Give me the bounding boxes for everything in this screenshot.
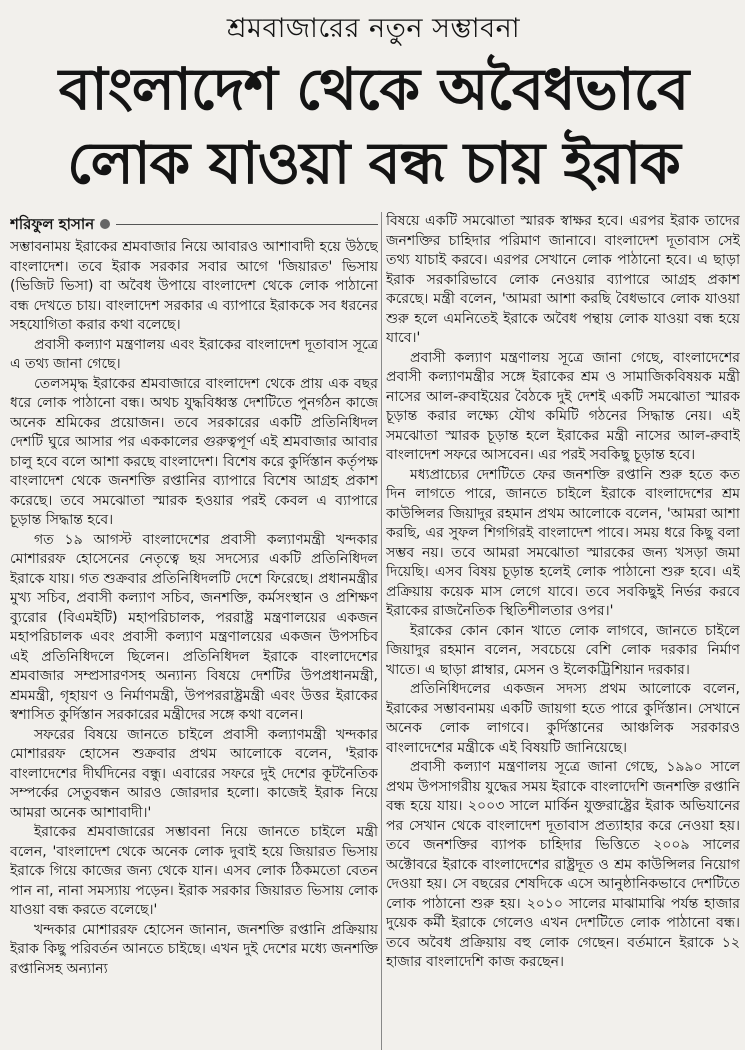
- paragraph: বিষয়ে একটি সমঝোতা স্মারক স্বাক্ষর হবে। এরপর ইরাক তাদের জনশক্তির চাহিদার পরিমাণ জানাবে। বাংলাদেশ দূতাবাস সেই তথ্য যাচাই করবে। এরপর সেখানে লোক পাঠানো হবে। এ ছাড়া ইরাক সরকারিভাবে লোক নেওয়ার ব্যাপারে আগ্রহ প্রকাশ করেছে। মন্ত্রী বলেন, 'আমরা আশা করছি বৈধভাবে লোক যাওয়া শুরু হলে এমনিতেই ইরাকে অবৈধ পন্থায় লোক যাওয়া বন্ধ হয়ে যাবে।': [386, 213, 740, 346]
- paragraph: সম্ভাবনাময় ইরাকের শ্রমবাজার নিয়ে আবারও আশাবাদী হয়ে উঠছে বাংলাদেশ। তবে ইরাক সরকার সবার আগে 'জিয়ারত' ভিসায় (ভিজিট ভিসা) বা অবৈধ উপায়ে বাংলাদেশ থেকে লোক পাঠানো বন্ধ দেখতে চায়। বাংলাদেশ সরকার এ ব্যাপারে ইরাককে সব ধরনের সহযোগিতা করার কথা বলেছে।: [10, 239, 378, 333]
- paragraph: খন্দকার মোশাররফ হোসেন জানান, জনশক্তি রপ্তানি প্রক্রিয়ায় ইরাক কিছু পরিবর্তন আনতে চাইছে। এখন দুই দেশের মধ্যে জনশক্তি রপ্তানিসহ অন্যান্য: [10, 921, 378, 977]
- paragraph: গত ১৯ আগস্ট বাংলাদেশের প্রবাসী কল্যাণমন্ত্রী খন্দকার মোশাররফ হোসেনের নেতৃত্বে ছয় সদস্যের একটি প্রতিনিধিদল ইরাকে যায়। গত শুক্রবার প্রতিনিধিদলটি দেশে ফিরেছে। প্রধানমন্ত্রীর মুখ্য সচিব, প্রবাসী কল্যাণ সচিব, জনশক্তি, কর্মসংস্থান ও প্রশিক্ষণ ব্যুরোর (বিএমইটি) মহাপরিচালক, পররাষ্ট্র মন্ত্রণালয়ের একজন মহাপরিচালক এবং প্রবাসী কল্যাণ মন্ত্রণালয়ের একজন উপসচিব এই প্রতিনিধিদলে ছিলেন। প্রতিনিধিদল ইরাকে বাংলাদেশের শ্রমবাজার সম্প্রসারণসহ অন্যান্য বিষয়ে দেশটির উপপ্রধানমন্ত্রী, শ্রমমন্ত্রী, গৃহায়ণ ও নির্মাণমন্ত্রী, উপপররাষ্ট্রমন্ত্রী এবং উত্তর ইরাকের স্বশাসিত কুর্দিস্তান সরকারের মন্ত্রীদের সঙ্গে কথা বলেন।: [10, 531, 378, 723]
- article-headline: [12, 52, 735, 200]
- paragraph: তেলসমৃদ্ধ ইরাকের শ্রমবাজারে বাংলাদেশ থেকে প্রায় এক বছর ধরে লোক পাঠানো বন্ধ। অথচ যুদ্ধবিধ্বস্ত দেশটিতে পুনর্গঠন কাজে অনেক শ্রমিকের প্রয়োজন। তবে সরকারের একটি প্রতিনিধিদল দেশটি ঘুরে আসার পর এককালের গুরুত্বপূর্ণ এই শ্রমবাজার আবার চালু হবে বলে আশা করছে বাংলাদেশ। বিশেষ করে কুর্দিস্তান কর্তৃপক্ষ বাংলাদেশ থেকে জনশক্তি রপ্তানির ব্যাপারে বিশেষ আগ্রহ প্রকাশ করেছে। তবে সমঝোতা স্মারক হওয়ার পরই কেবল এ ব্যাপারে চূড়ান্ত সিদ্ধান্ত হবে।: [10, 375, 378, 528]
- left-column: [10, 212, 378, 1050]
- author-name: শরিফুল হাসান: [10, 215, 95, 233]
- right-column: [386, 212, 740, 1050]
- byline: [10, 212, 378, 236]
- paragraph: মধ্যপ্রাচ্যের দেশটিতে ফের জনশক্তি রপ্তানি শুরু হতে কত দিন লাগতে পারে, জানতে চাইলে ইরাকে বাংলাদেশের শ্রম কাউন্সিলর জিয়াদুর রহমান প্রথম আলোকে বলেন, 'আমরা আশা করছি, এর সুফল শিগগিরই বাংলাদেশ পাবে। সময় ধরে কিছু বলা সম্ভব নয়। তবে আমরা সমঝোতা স্মারকের জন্য খসড়া জমা দিয়েছি। এসব বিষয় চূড়ান্ত হলেই লোক পাঠানো শুরু হবে। এই প্রক্রিয়ায় কয়েক মাস লেগে যাবে। তবে সবকিছুই নির্ভর করবে ইরাকের রাজনৈতিক স্থিতিশীলতার ওপর।': [386, 466, 740, 619]
- paragraph: প্রতিনিধিদলের একজন সদস্য প্রথম আলোকে বলেন, ইরাকের সম্ভাবনাময় একটি জায়গা হতে পারে কুর্দিস্তান। সেখানে অনেক লোক লাগবে। কুর্দিস্তানের আঞ্চলিক সরকারও বাংলাদেশের মন্ত্রীকে এই বিষয়টি জানিয়েছে।: [386, 681, 740, 756]
- article-kicker: শ্রমবাজারের নতুন সম্ভাবনা: [226, 13, 521, 44]
- paragraph: প্রবাসী কল্যাণ মন্ত্রণালয় সূত্রে জানা গেছে, ১৯৯০ সালে প্রথম উপসাগরীয় যুদ্ধের সময় ইরাকে বাংলাদেশি জনশক্তি রপ্তানি বন্ধ হয়ে যায়। ২০০৩ সালে মার্কিন যুক্তরাষ্ট্রের ইরাক অভিযানের পর সেখান থেকে বাংলাদেশ দূতাবাস প্রত্যাহার করে নেওয়া হয়। তবে জনশক্তির ব্যাপক চাহিদার ভিত্তিতে ২০০৯ সালের অক্টোবরে ইরাকে বাংলাদেশের রাষ্ট্রদূত ও শ্রম কাউন্সিলর নিয়োগ দেওয়া হয়। সে বছরের শেষদিকে এসে আনুষ্ঠানিকভাবে দেশটিতে লোক পাঠানো শুরু হয়। ২০১০ সালের মাঝামাঝি পর্যন্ত হাজার দুয়েক কর্মী ইরাকে গেলেও এখন দেশটিতে লোক পাঠানো বন্ধ। তবে অবৈধ প্রক্রিয়ায় বহু লোক গেছেন। বর্তমানে ইরাকে ১২ হাজার বাংলাদেশি কাজ করছেন।: [386, 759, 740, 970]
- byline-rule: [116, 224, 378, 225]
- paragraph: ইরাকের শ্রমবাজারের সম্ভাবনা নিয়ে জানতে চাইলে মন্ত্রী বলেন, 'বাংলাদেশ থেকে অনেক লোক দুবাই হয়ে জিয়ারত ভিসায় ইরাকে গিয়ে কাজের জন্য থেকে যান। এসব লোক ঠিকমতো বেতন পান না, নানা সমস্যায় পড়েন। ইরাক সরকার জিয়ারত ভিসায় লোক যাওয়া বন্ধ করতে বলেছে।': [10, 824, 378, 918]
- headline-line-2: লোক যাওয়া বন্ধ চায় ইরাক: [67, 129, 680, 197]
- paragraph: প্রবাসী কল্যাণ মন্ত্রণালয় সূত্রে জানা গেছে, বাংলাদেশের প্রবাসী কল্যাণমন্ত্রীর সঙ্গে ইরাকের শ্রম ও সামাজিকবিষয়ক মন্ত্রী নাসের আল-রুবাইয়ের বৈঠকে দুই দেশই একটি সমঝোতা স্মারক চূড়ান্ত করার লক্ষ্যে যৌথ কমিটি গঠনের সিদ্ধান্ত নেয়। এই সমঝোতা স্মারক চূড়ান্ত হলে ইরাকের মন্ত্রী নাসের আল-রুবাই বাংলাদেশ সফরে আসবেন। এর পরই সবকিছু চূড়ান্ত হবে।: [386, 349, 740, 463]
- paragraph: ইরাকের কোন কোন খাতে লোক লাগবে, জানতে চাইলে জিয়াদুর রহমান বলেন, সবচেয়ে বেশি লোক দরকার নির্মাণ খাতে। এ ছাড়া প্লাম্বার, মেসন ও ইলেকট্রিশিয়ান দরকার।: [386, 622, 740, 678]
- paragraph: প্রবাসী কল্যাণ মন্ত্রণালয় এবং ইরাকের বাংলাদেশ দূতাবাস সূত্রে এ তথ্য জানা গেছে।: [10, 336, 378, 372]
- paragraph: সফরের বিষয়ে জানতে চাইলে প্রবাসী কল্যাণমন্ত্রী খন্দকার মোশাররফ হোসেন শুক্রবার প্রথম আলোকে বলেন, 'ইরাক বাংলাদেশের দীর্ঘদিনের বন্ধু। এবারের সফরে দুই দেশের কূটনৈতিক সম্পর্কের সেতুবন্ধন আরও জোরদার হলো। কাজেই ইরাক নিয়ে আমরা অনেক আশাবাদী।': [10, 726, 378, 821]
- headline-line-1: বাংলাদেশ থেকে অবৈধভাবে: [58, 55, 689, 123]
- byline-bullet-icon: [100, 219, 110, 229]
- article-body: [10, 212, 740, 1050]
- column-divider: [381, 212, 382, 1050]
